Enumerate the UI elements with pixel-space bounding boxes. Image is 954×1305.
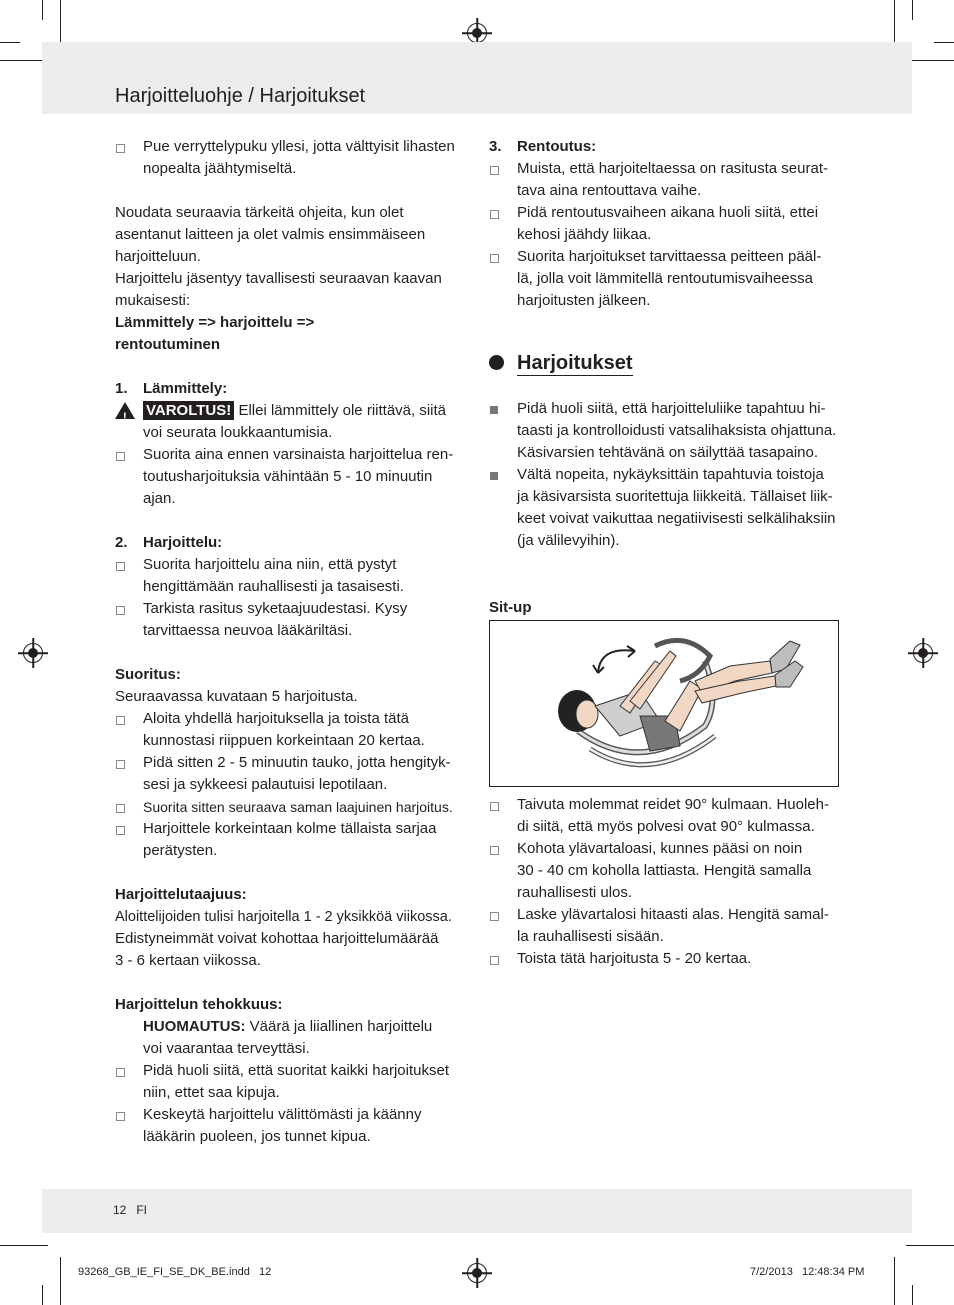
list-item: Keskeytä harjoittelu välittömästi ja käänny lääkärin puoleen, jos tunnet kipua.: [115, 1104, 465, 1148]
list-item: Taivuta molemmat reidet 90° kulmaan. Huoleh- di siitä, että myös polvesi ovat 90° kulmassa.: [489, 794, 844, 838]
crop-mark: [894, 0, 895, 48]
round-bullet-icon: [489, 355, 504, 370]
paragraph-line: asentanut laitteen ja olet valmis ensimmäiseen: [115, 226, 426, 243]
warning-label: VAROLTUS!: [143, 401, 234, 420]
footer-band: [42, 1189, 912, 1233]
page-number: 12 FI: [113, 1203, 148, 1217]
list-item: Suorita harjoittelu aina niin, että pystyt hengittämään rauhallisesti ja tasaisesti.: [115, 554, 465, 598]
checkbox-bullet-icon: [116, 760, 125, 769]
crop-mark: [906, 60, 954, 61]
paragraph-line: mukaisesti:: [115, 292, 191, 309]
square-bullet-icon: [490, 472, 498, 480]
registration-mark-icon: [913, 643, 933, 663]
list-item: Tarkista rasitus syketaajuudestasi. Kysy tarvittaessa neuvoa lääkäriltäsi.: [115, 598, 465, 642]
checkbox-bullet-icon: [490, 254, 499, 263]
list-item: Toista tätä harjoitusta 5 - 20 kertaa.: [489, 948, 844, 970]
crop-mark: [42, 0, 43, 20]
square-bullet-icon: [490, 406, 498, 414]
slug-date: 7/2/2013 12:48:34 PM: [750, 1266, 865, 1278]
list-item: Pue verryttelypuku yllesi, jotta välttyisit lihasten nopealta jäähtymiseltä.: [115, 136, 465, 180]
crop-mark: [894, 1257, 895, 1305]
flow-line: Lämmittely => harjoittelu =>: [115, 314, 315, 331]
checkbox-bullet-icon: [116, 826, 125, 835]
paragraph-line: Harjoittelu jäsentyy tavallisesti seuraavan kaavan: [115, 270, 442, 287]
checkbox-bullet-icon: [490, 956, 499, 965]
checkbox-bullet-icon: [116, 1112, 125, 1121]
paragraph-line: 3 - 6 kertaan viikossa.: [115, 952, 261, 969]
right-column-top: [489, 136, 844, 312]
situp-illustration: [489, 620, 839, 787]
list-item: Kohota ylävartaloasi, kunnes pääsi on noin 30 - 40 cm koholla lattiasta. Hengitä samalla rauhallisesti ulos.: [489, 838, 844, 904]
situp-figure-icon: [490, 621, 838, 786]
note-block: HUOMAUTUS: Väärä ja liiallinen harjoittelu voi vaarantaa terveyttäsi.: [143, 1018, 433, 1057]
right-column-situp: [489, 794, 844, 970]
crop-mark: [0, 42, 20, 43]
paragraph-line: Seuraavassa kuvataan 5 harjoitusta.: [115, 688, 358, 705]
list-item: Pidä huoli siitä, että suoritat kaikki harjoitukset niin, ettet saa kipuja.: [115, 1060, 465, 1104]
list-item: Aloita yhdellä harjoituksella ja toista tätä kunnostasi riippuen korkeintaan 20 kertaa.: [115, 708, 465, 752]
checkbox-bullet-icon: [116, 606, 125, 615]
slug-file: 93268_GB_IE_FI_SE_DK_BE.indd 12: [78, 1266, 272, 1278]
crop-mark: [0, 60, 48, 61]
list-item: Pidä sitten 2 - 5 minuutin tauko, jotta hengityk- sesi ja sykkeesi palautuisi lepotilaan.: [115, 752, 465, 796]
warning-triangle-icon: !: [115, 402, 135, 419]
checkbox-bullet-icon: [490, 846, 499, 855]
section-heading: 2. Harjoittelu:: [115, 534, 223, 551]
checkbox-bullet-icon: [116, 562, 125, 571]
crop-mark: [906, 1245, 954, 1246]
registration-mark-icon: [467, 1263, 487, 1283]
crop-mark: [912, 1285, 913, 1305]
paragraph-line: harjoitteluun.: [115, 248, 201, 265]
crop-mark: [60, 0, 61, 48]
crop-mark: [0, 1245, 48, 1246]
subheading: Harjoittelun tehokkuus:: [115, 996, 283, 1013]
left-column: [115, 136, 465, 1148]
subheading: Suoritus:: [115, 666, 181, 683]
list-item: Suorita aina ennen varsinaista harjoittelua ren- toutusharjoituksia vähintään 5 - 10 minuutin ajan.: [115, 444, 465, 510]
right-column-bullets: [489, 398, 844, 552]
page-title: Harjoitteluohje / Harjoitukset: [115, 85, 366, 107]
list-item: Muista, että harjoiteltaessa on rasitusta seurat- tava aina rentouttava vaihe.: [489, 158, 844, 202]
crop-mark: [42, 1285, 43, 1305]
registration-mark-icon: [467, 23, 487, 43]
flow-line: rentoutuminen: [115, 336, 220, 353]
subheading: Harjoittelutaajuus:: [115, 886, 247, 903]
paragraph-line: Aloittelijoiden tulisi harjoitella 1 - 2 yksikköä viikossa.: [115, 909, 452, 925]
checkbox-bullet-icon: [116, 1068, 125, 1077]
crop-mark: [934, 42, 954, 43]
section-title: Harjoitukset: [489, 352, 633, 375]
exercise-label: Sit-up: [489, 599, 532, 616]
list-item: Laske ylävartalosi hitaasti alas. Hengitä samal- la rauhallisesti sisään.: [489, 904, 844, 948]
list-item: Harjoittele korkeintaan kolme tällaista sarjaa perätysten.: [115, 818, 465, 862]
checkbox-bullet-icon: [490, 166, 499, 175]
list-item: Pidä rentoutusvaiheen aikana huoli siitä, ettei kehosi jäähdy liikaa.: [489, 202, 844, 246]
crop-mark: [912, 0, 913, 20]
checkbox-bullet-icon: [490, 912, 499, 921]
list-item: Vältä nopeita, nykäyksittäin tapahtuvia toistoja ja käsivarsista suoritettuja liikkeitä. Tällaiset liik- keet voivat vaikuttaa negatiivisesti selkälihaksiin (ja välilevyihin).: [489, 464, 844, 552]
paragraph-line: Edistyneimmät voivat kohottaa harjoittelumäärää: [115, 930, 439, 947]
checkbox-bullet-icon: [490, 210, 499, 219]
list-item: Suorita sitten seuraava saman laajuinen harjoitus.: [115, 796, 465, 818]
list-item: Pidä huoli siitä, että harjoitteluliike tapahtuu hi- taasti ja kontrolloidusti vatsalihaksista ohjattuna. Käsivarsien tehtävänä on säilyttää tasapaino.: [489, 398, 844, 464]
checkbox-bullet-icon: [116, 452, 125, 461]
list-item: Suorita harjoitukset tarvittaessa peitteen pääl- lä, jolla voit lämmitellä rentoutumisvaiheessa harjoitusten jälkeen.: [489, 246, 844, 312]
paragraph-line: Noudata seuraavia tärkeitä ohjeita, kun olet: [115, 204, 404, 221]
checkbox-bullet-icon: [116, 144, 125, 153]
checkbox-bullet-icon: [490, 802, 499, 811]
section-heading: 1. Lämmittely:: [115, 380, 228, 397]
warning-block: ! VAROLTUS! Ellei lämmittely ole riittävä, siitä voi seurata loukkaantumisia.: [115, 400, 465, 444]
crop-mark: [60, 1257, 61, 1305]
checkbox-bullet-icon: [116, 716, 125, 725]
section-heading: 3. Rentoutus:: [489, 138, 597, 155]
checkbox-bullet-icon: [116, 804, 125, 813]
registration-mark-icon: [23, 643, 43, 663]
